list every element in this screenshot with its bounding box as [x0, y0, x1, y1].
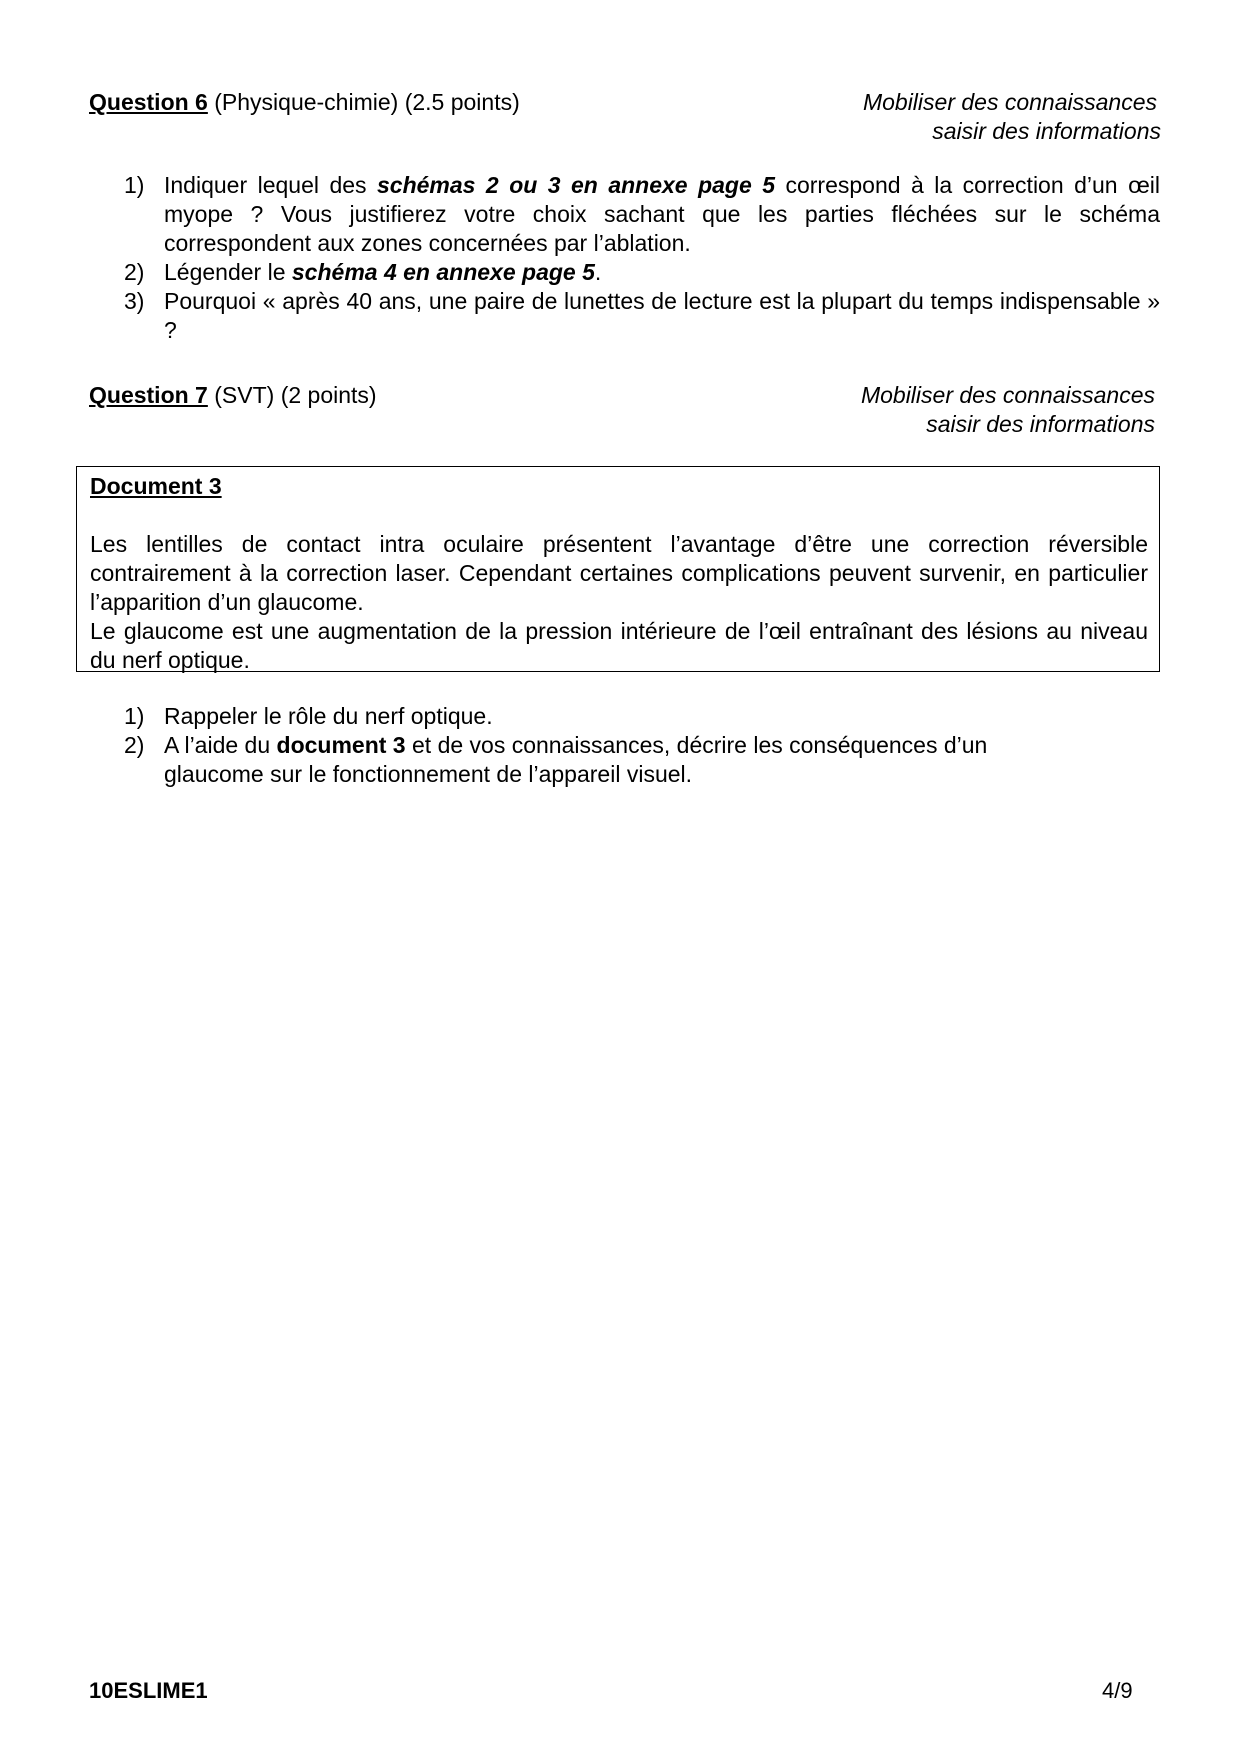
question-7-heading	[89, 381, 377, 410]
item-emphasis: schéma 4 en annexe page 5	[291, 259, 595, 285]
question-7-skills	[861, 381, 1155, 439]
list-item	[124, 731, 1064, 789]
item-number: 1)	[124, 703, 145, 729]
item-emphasis: document 3	[276, 732, 406, 758]
document-3-paragraph-2: Le glaucome est une augmentation de la pression intérieure de l’œil entraînant des lésions au niveau du nerf optique.	[90, 618, 1148, 673]
question-6-skills	[863, 88, 1161, 146]
item-text: correspond à la correction d’un œil myope ? Vous justifierez votre choix sachant que les parties fléchées sur le schéma correspondent aux zones concernées par l’ablation.	[164, 172, 1160, 256]
question-6-skill-1: Mobiliser des connaissances	[862, 89, 1157, 115]
item-text: et de vos connaissances, décrire les conséquences d’un glaucome sur le fonctionnement de l’appareil visuel.	[164, 732, 988, 787]
question-7-skill-1: Mobiliser des connaissances	[860, 382, 1155, 408]
question-7-skill-2: saisir des informations	[926, 411, 1155, 437]
footer-page-number: 4/9	[1102, 1678, 1133, 1703]
footer-exam-code: 10ESLIME1	[89, 1678, 208, 1703]
list-item	[124, 171, 1160, 258]
question-7-title: Question 7	[89, 382, 208, 408]
item-text: Indiquer lequel des	[164, 172, 377, 198]
question-6-items	[124, 171, 1160, 345]
question-6-heading	[89, 88, 520, 117]
document-3-box	[76, 466, 1160, 672]
list-item	[124, 287, 1160, 345]
list-item	[124, 702, 1064, 731]
item-number: 3)	[124, 288, 145, 314]
document-3-body	[90, 530, 1148, 675]
item-number: 1)	[124, 172, 145, 198]
item-number: 2)	[124, 732, 145, 758]
item-text: Légender le	[164, 259, 292, 285]
item-text: .	[594, 259, 602, 285]
question-6-title: Question 6	[89, 89, 208, 115]
question-6-skill-2: saisir des informations	[932, 118, 1161, 144]
document-3-paragraph-1: Les lentilles de contact intra oculaire présentent l’avantage d’être une correction réversible contrairement à la correction laser. Cependant certaines complications peuvent survenir, en particulier l’apparition d’un glaucome.	[90, 531, 1148, 615]
question-7-subtitle: (SVT) (2 points)	[207, 382, 377, 408]
question-7-items	[124, 702, 1064, 789]
item-text: A l’aide du	[164, 732, 277, 758]
item-text: Rappeler le rôle du nerf optique.	[164, 703, 493, 729]
item-text: Pourquoi « après 40 ans, une paire de lunettes de lecture est la plupart du temps indispensable » ?	[164, 288, 1160, 343]
question-6-subtitle: (Physique-chimie) (2.5 points)	[207, 89, 520, 115]
list-item	[124, 258, 1160, 287]
document-3-title: Document 3	[90, 473, 222, 499]
item-emphasis: schémas 2 ou 3 en annexe page 5	[377, 172, 776, 198]
item-number: 2)	[124, 259, 145, 285]
